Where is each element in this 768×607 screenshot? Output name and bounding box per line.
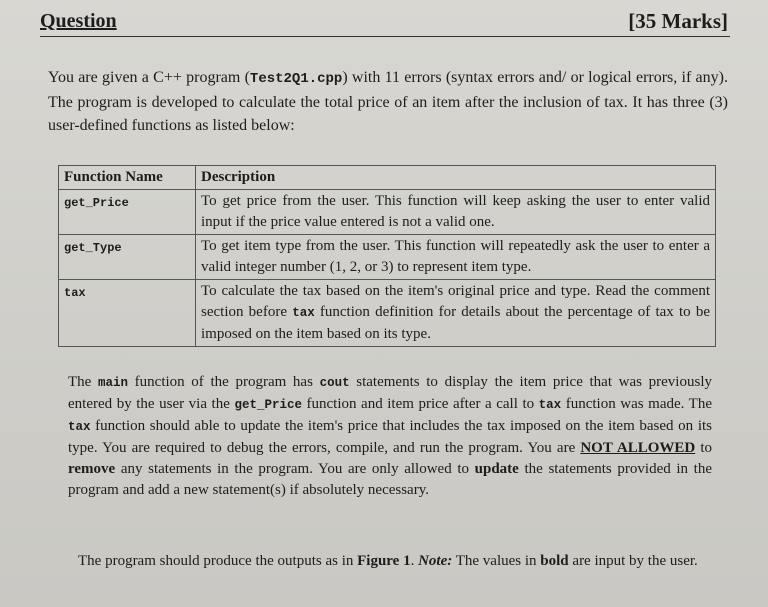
note-label: Note: bbox=[418, 553, 453, 569]
code-main: main bbox=[97, 376, 128, 390]
intro-text-2: ) with 11 errors (syntax errors and/ or logical errors, if any). The program is developed to calculate the total price of an item after the inclusion of tax. It has three (3) user-defined functions as listed below: bbox=[48, 69, 728, 134]
bold-word: bold bbox=[540, 553, 569, 569]
intro-text-1: You are given a C++ program ( bbox=[48, 69, 250, 86]
para3-text: . bbox=[410, 553, 419, 569]
filename: Test2Q1.cpp bbox=[249, 71, 343, 87]
function-description: To get price from the user. This function will keep asking the user to enter valid input if the price value entered is not a valid one. bbox=[196, 190, 716, 235]
para2-text: The bbox=[68, 374, 98, 390]
function-table bbox=[58, 165, 716, 347]
code-cout: cout bbox=[319, 376, 350, 390]
question-header bbox=[40, 8, 730, 37]
remove-emphasis: remove bbox=[68, 461, 116, 477]
function-name: tax bbox=[59, 280, 196, 347]
column-header-function-name: Function Name bbox=[59, 166, 196, 190]
output-note-paragraph bbox=[78, 550, 718, 572]
not-allowed-emphasis: NOT ALLOWED bbox=[580, 440, 696, 456]
para3-text: The values in bbox=[452, 553, 541, 569]
code-get-price: get_Price bbox=[234, 398, 302, 412]
desc-text-1: To calculate the tax based on the item's original price and type. Read the comment section before bbox=[201, 283, 710, 320]
column-header-description: Description bbox=[196, 166, 716, 190]
marks-label: [35 Marks] bbox=[628, 9, 728, 33]
table-header-row bbox=[59, 166, 716, 190]
figure-reference: Figure 1 bbox=[357, 553, 411, 569]
para2-text: the statements provided in the program and add a new statement(s) if absolutely necessary. bbox=[68, 461, 712, 498]
code-tax: tax bbox=[538, 398, 562, 412]
para2-text: any statements in the program. You are only allowed to bbox=[115, 461, 475, 477]
desc-code: tax bbox=[292, 306, 315, 320]
question-title: Question bbox=[40, 10, 117, 32]
para2-text: statements to display the item price that was previously entered by the user via the bbox=[68, 374, 712, 412]
function-name: get_Price bbox=[59, 190, 196, 235]
table-row bbox=[59, 235, 716, 280]
update-emphasis: update bbox=[474, 461, 519, 477]
para2-text: function of the program has bbox=[128, 374, 320, 390]
instructions-paragraph bbox=[68, 372, 712, 501]
desc-text-2: function definition for details about the percentage of tax to be imposed on the item based on its type. bbox=[201, 304, 711, 342]
function-description: To get item type from the user. This function will repeatedly ask the user to enter a valid integer number (1, 2, or 3) to represent item type. bbox=[196, 235, 716, 280]
para2-text: function was made. The bbox=[561, 396, 712, 412]
para2-text: to bbox=[695, 440, 712, 456]
code-tax: tax bbox=[68, 420, 91, 434]
table-row bbox=[59, 190, 716, 235]
para2-text: function and item price after a call to bbox=[301, 396, 539, 412]
table-row bbox=[59, 280, 716, 347]
para3-text: The program should produce the outputs as in bbox=[78, 553, 358, 569]
para2-text: function should able to update the item's price that includes the tax imposed on the item based on its type. You are required to debug the errors, compile, and run the program. You are bbox=[68, 418, 712, 456]
intro-paragraph bbox=[48, 66, 728, 137]
function-description bbox=[196, 280, 716, 347]
para3-text: are input by the user. bbox=[568, 553, 698, 569]
function-name: get_Type bbox=[59, 235, 196, 280]
